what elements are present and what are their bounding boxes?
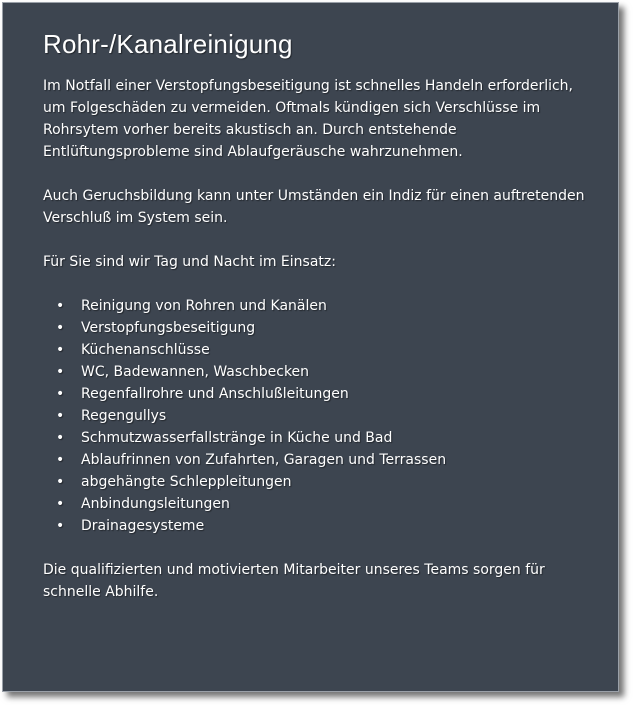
list-item-label: Drainagesysteme [81,518,205,534]
list-item [43,427,588,449]
list-item [43,317,588,339]
list-item-label: Regengullys [81,408,167,424]
bullet-icon: • [56,386,65,402]
bullet-icon: • [56,408,65,424]
list-item-label: Ablaufrinnen von Zufahrten, Garagen und Terrassen [81,452,447,468]
content-panel [2,2,619,692]
closing-paragraph: Die qualifizierten und motivierten Mitarbeiter unseres Teams sorgen für schnelle Abhilfe. [43,562,545,600]
list-item-label: Regenfallrohre und Anschlußleitungen [81,386,349,402]
services-list [43,295,588,537]
bullet-icon: • [56,496,65,512]
list-item-label: Schmutzwasserfallstränge in Küche und Bad [81,430,393,446]
page-title: Rohr-/Kanalreinigung [43,29,293,59]
odor-paragraph: Auch Geruchsbildung kann unter Umständen ein Indiz für einen auftretenden Verschluß im System sein. [43,188,585,226]
list-item [43,405,588,427]
list-item [43,339,588,361]
bullet-icon: • [56,430,65,446]
list-item [43,449,588,471]
list-item-label: Anbindungsleitungen [81,496,230,512]
list-item [43,515,588,537]
bullet-icon: • [56,298,65,314]
list-item [43,383,588,405]
bullet-icon: • [56,364,65,380]
list-item-label: Küchenanschlüsse [81,342,210,358]
list-item [43,361,588,383]
bullet-icon: • [56,474,65,490]
bullet-icon: • [56,518,65,534]
list-item-label: WC, Badewannen, Waschbecken [81,364,310,380]
bullet-icon: • [56,320,65,336]
list-item-label: abgehängte Schleppleitungen [81,474,292,490]
content-area [43,27,588,625]
bullet-icon: • [56,342,65,358]
intro-paragraph: Im Notfall einer Verstopfungsbeseitigung ist schnelles Handeln erforderlich, um Folgeschäden zu vermeiden. Oftmals kündigen sich Verschlüsse im Rohrsytem vorher bereits akustisch an. Durch entstehende Entlüftungsprobleme sind Ablaufgeräusche wahrzunehmen. [43,78,574,160]
list-item [43,471,588,493]
list-item [43,493,588,515]
list-item-label: Verstopfungsbeseitigung [81,320,256,336]
availability-paragraph: Für Sie sind wir Tag und Nacht im Einsatz: [43,254,336,270]
list-item [43,295,588,317]
bullet-icon: • [56,452,65,468]
list-item-label: Reinigung von Rohren und Kanälen [81,298,327,314]
